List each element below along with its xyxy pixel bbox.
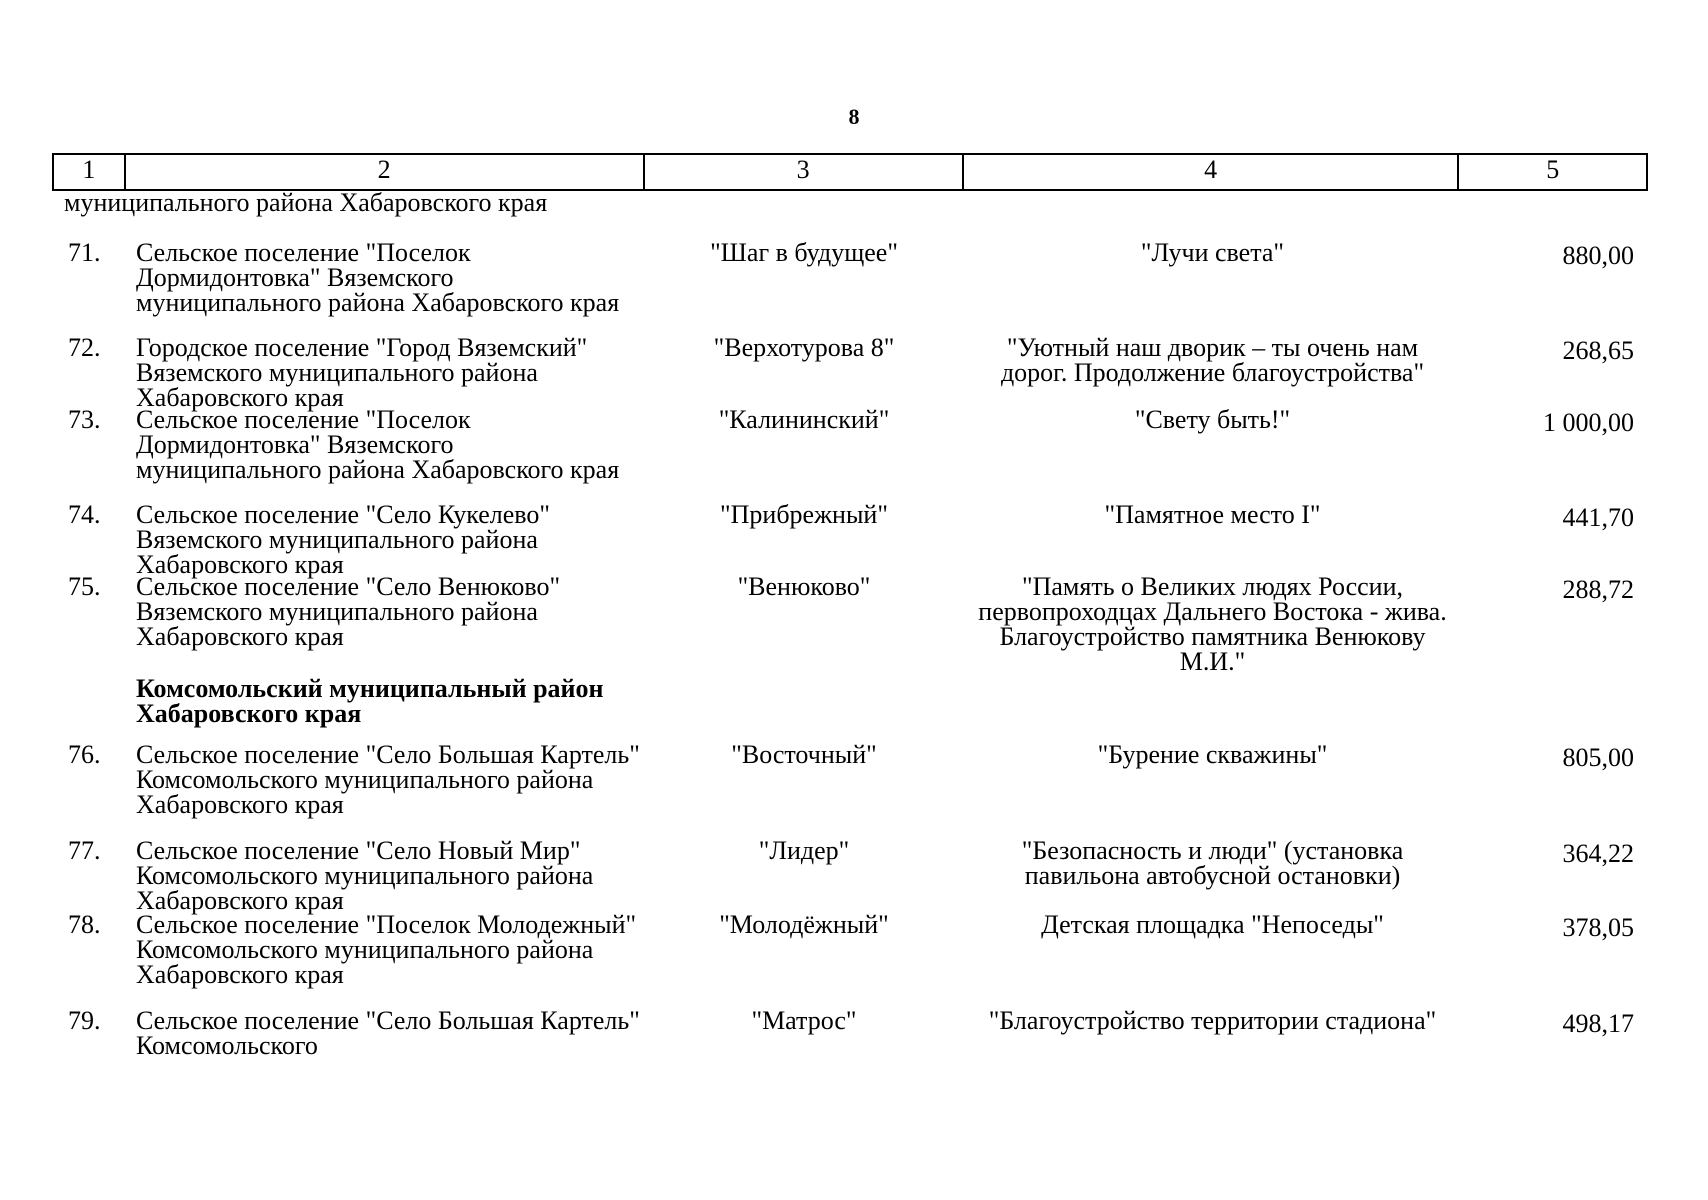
project-name: "Свету быть!" — [1134, 405, 1291, 434]
row-number: 73. — [68, 405, 101, 434]
table-row — [52, 407, 1648, 502]
header-col-4: 4 — [964, 155, 1460, 189]
project-name: "Память о Великих людях России, первопроходцах Дальнего Востока - жива. Благоустройство памятника Венюкову М.И." — [978, 572, 1447, 676]
settlement-name: Сельское поселение "Поселок Дормидонтовка" Вяземского муниципального района Хабаровского края — [136, 405, 620, 484]
row-number: 79. — [68, 1006, 101, 1035]
settlement-name: Сельское поселение "Поселок Дормидонтовка" Вяземского муниципального района Хабаровского края — [136, 238, 620, 317]
continuation-row — [52, 190, 1648, 240]
header-col-3: 3 — [645, 155, 964, 189]
table-row — [52, 836, 1648, 915]
header-col-1: 1 — [54, 155, 126, 189]
amount: 364,22 — [1562, 839, 1634, 868]
table-header — [52, 153, 1648, 191]
row-number: 78. — [68, 910, 101, 939]
project-name: "Памятное место I" — [1104, 500, 1321, 529]
row-number: 76. — [68, 740, 101, 769]
settlement-name: Сельское поселение "Село Кукелево" Вяземского муниципального района Хабаровского края — [136, 500, 551, 579]
tos-name: "Верхотурова 8" — [713, 333, 895, 362]
table-body — [52, 190, 1648, 1058]
tos-name: "Лидер" — [758, 836, 850, 865]
settlement-name: Сельское поселение "Село Большая Картель" Комсомольского муниципального района Хабаровского края — [136, 740, 640, 819]
tos-name: "Восточный" — [731, 740, 877, 769]
settlement-name: Сельское поселение "Село Большая Картель" Комсомольского — [136, 1006, 640, 1060]
row-number: 75. — [68, 572, 101, 601]
amount: 378,05 — [1562, 913, 1634, 942]
tos-name: "Шаг в будущее" — [710, 238, 898, 267]
header-col-2: 2 — [126, 155, 645, 189]
tos-name: "Молодёжный" — [719, 910, 889, 939]
section-title: Комсомольский муниципальный район Хабаровского края — [136, 674, 604, 728]
amount: 288,72 — [1562, 575, 1634, 604]
table-row — [52, 240, 1648, 335]
row-number: 71. — [68, 238, 101, 267]
table-row — [52, 333, 1648, 412]
project-name: "Уютный наш дворик – ты очень нам дорог. Продолжение благоустройства" — [1000, 333, 1425, 387]
tos-name: "Венюково" — [737, 572, 871, 601]
amount: 268,65 — [1562, 336, 1634, 365]
project-name: "Безопасность и люди" (установка павильона автобусной остановки) — [1021, 836, 1404, 890]
row-number: 72. — [68, 333, 101, 362]
project-name: "Благоустройство территории стадиона" — [988, 1006, 1437, 1035]
page-number: 8 — [848, 104, 860, 129]
project-name: "Бурение скважины" — [1097, 740, 1328, 769]
continuation-text: муниципального района Хабаровского края — [64, 188, 548, 217]
amount: 805,00 — [1562, 743, 1634, 772]
row-number: 77. — [68, 836, 101, 865]
tos-name: "Матрос" — [751, 1006, 857, 1035]
tos-name: "Калининский" — [718, 405, 890, 434]
project-name: Детская площадка "Непоседы" — [1041, 910, 1384, 939]
header-col-5: 5 — [1546, 155, 1560, 184]
project-name: "Лучи света" — [1140, 238, 1285, 267]
table-row — [52, 1008, 1648, 1058]
amount: 880,00 — [1562, 241, 1634, 270]
table-row — [52, 912, 1648, 1008]
settlement-name: Сельское поселение "Село Новый Мир" Комсомольского муниципального района Хабаровского края — [136, 836, 594, 915]
amount: 498,17 — [1562, 1009, 1634, 1038]
row-number: 74. — [68, 500, 101, 529]
section-row — [52, 664, 1648, 742]
table-row — [52, 572, 1648, 676]
amount: 1 000,00 — [1543, 408, 1634, 437]
table-row — [52, 500, 1648, 579]
tos-name: "Прибрежный" — [720, 500, 888, 529]
amount: 441,70 — [1562, 503, 1634, 532]
table-row — [52, 742, 1648, 838]
settlement-name: Городское поселение "Город Вяземский" Вяземского муниципального района Хабаровского края — [136, 333, 588, 412]
settlement-name: Сельское поселение "Село Венюково" Вяземского муниципального района Хабаровского края — [136, 572, 561, 651]
settlement-name: Сельское поселение "Поселок Молодежный" Комсомольского муниципального района Хабаровского края — [136, 910, 637, 989]
